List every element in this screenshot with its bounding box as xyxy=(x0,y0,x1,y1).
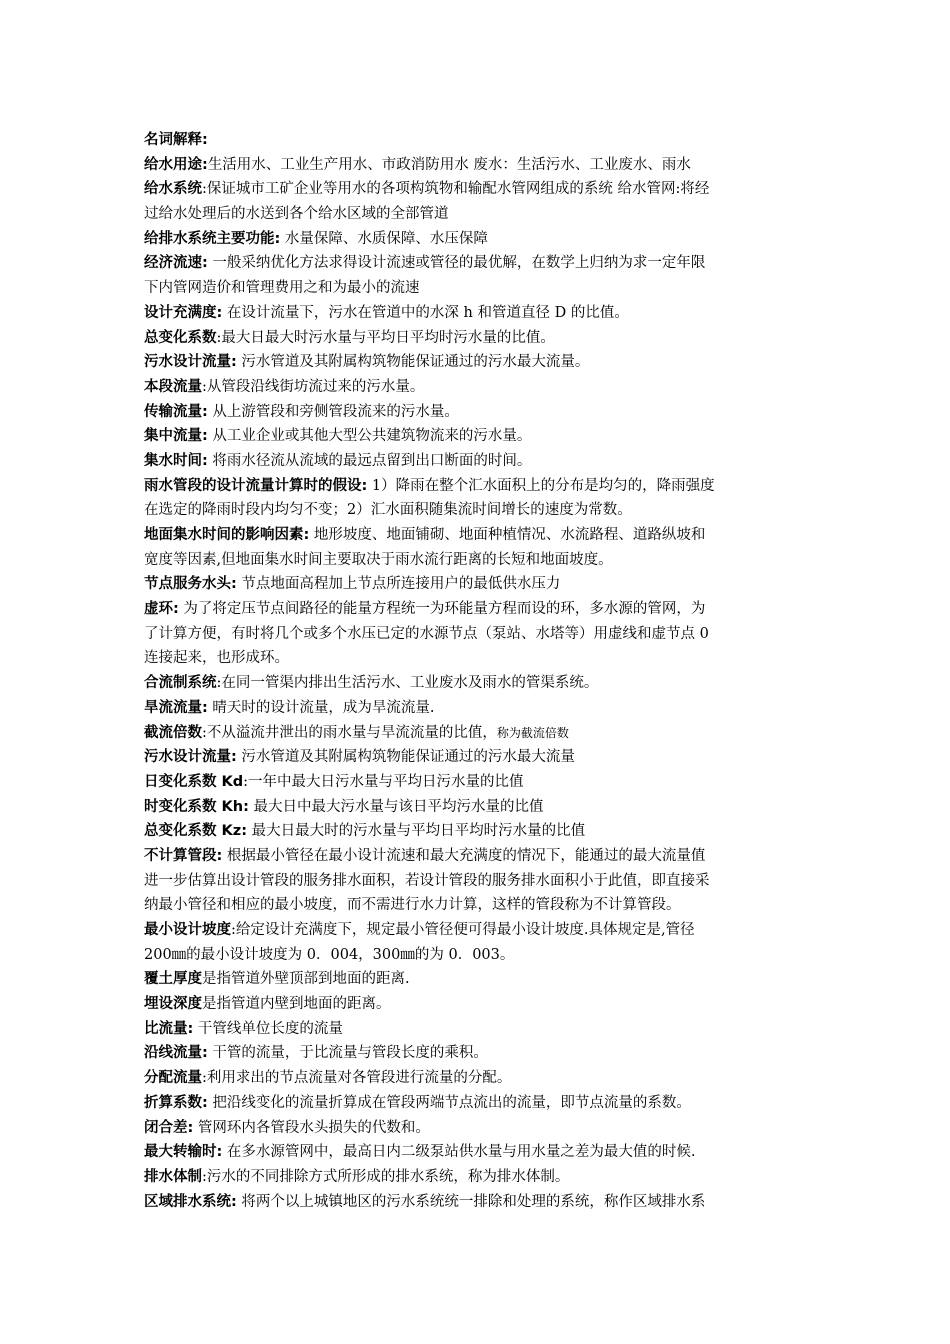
definition-text: 从工业企业或其他大型公共建筑物流来的污水量。 xyxy=(207,428,532,445)
text-line xyxy=(144,498,814,523)
definition-text: 为了将定压节点间路径的能量方程统一为环能量方程而设的环，多水源的管网，为 xyxy=(178,601,706,618)
term-label: 传输流量: xyxy=(144,403,208,420)
text-line xyxy=(144,301,814,326)
term-label: 沿线流量: xyxy=(144,1045,208,1062)
definition-text: 200㎜的最小设计坡度为 0．004，300㎜的为 0．003。 xyxy=(144,946,515,963)
definition-text: 在多水源管网中，最高日内二级泵站供水量与用水量之差为最大值的时候. xyxy=(222,1144,696,1161)
definition-text: 宽度等因素,但地面集水时间主要取决于雨水流行距离的长短和地面坡度。 xyxy=(144,551,613,568)
term-label: 闭合差: xyxy=(144,1119,194,1136)
text-line xyxy=(144,819,814,844)
term-label: 总变化系数 xyxy=(144,329,217,346)
text-line xyxy=(144,1116,814,1141)
text-line xyxy=(144,1017,814,1042)
definition-text: 一般采纳优化方法求得设计流速或管径的最优解，在数学上归纳为求一定年限 xyxy=(207,255,706,272)
text-line xyxy=(144,449,814,474)
definition-text: :利用求出的节点流量对各管段进行流量的分配。 xyxy=(202,1070,512,1087)
term-label: 名词解释: xyxy=(144,132,208,148)
definition-text: :一年中最大日污水量与平均日污水量的比值 xyxy=(243,773,524,790)
text-line xyxy=(144,1041,814,1066)
text-line xyxy=(144,943,814,968)
definition-text: 是指管道外壁顶部到地面的距离. xyxy=(202,971,410,988)
definition-text: 进一步估算出设计管段的服务排水面积，若设计管段的服务排水面积小于此值，即直接采 xyxy=(144,872,710,889)
definition-text: 生活用水、工业生产用水、市政消防用水 废水：生活污水、工业废水、雨水 xyxy=(207,156,691,173)
term-label: 区域排水系统: xyxy=(144,1193,237,1210)
text-line xyxy=(144,326,814,351)
text-line xyxy=(144,893,814,918)
definition-text: 管网环内各管段水头损失的代数和。 xyxy=(193,1119,430,1136)
definition-text: :最大日最大时污水量与平均日平均时污水量的比值。 xyxy=(216,329,555,346)
text-line xyxy=(144,869,814,894)
text-line xyxy=(144,548,814,573)
term-label: 最小设计坡度 xyxy=(144,922,231,938)
text-line xyxy=(144,721,814,746)
definition-text: 在选定的降雨时段内均匀不变；2）汇水面积随集流时间增长的速度为常数。 xyxy=(144,502,632,519)
text-line xyxy=(144,671,814,696)
definition-text: 将雨水径流从流域的最远点留到出口断面的时间。 xyxy=(207,452,532,469)
term-label: 不计算管段: xyxy=(144,847,223,864)
definition-text: :不从溢流井泄出的雨水量与旱流流量的比值， xyxy=(202,724,497,741)
term-label: 排水体制 xyxy=(144,1168,202,1185)
text-line xyxy=(144,523,814,548)
text-line xyxy=(144,572,814,597)
text-line xyxy=(144,350,814,375)
definition-text: 了计算方便，有时将几个或多个水压已定的水源节点（泵站、水塔等）用虚线和虚节点 0 xyxy=(144,625,709,642)
term-label: 给排水系统主要功能: xyxy=(144,230,281,247)
term-label: 污水设计流量: xyxy=(144,354,237,371)
text-line xyxy=(144,177,814,202)
text-line xyxy=(144,1140,814,1165)
definition-text: :污水的不同排除方式所形成的排水系统，称为排水体制。 xyxy=(202,1168,570,1185)
term-label: 截流倍数 xyxy=(144,724,202,741)
definition-text: 连接起来，也形成环。 xyxy=(144,650,289,667)
definition-text: 干管线单位长度的流量 xyxy=(193,1020,343,1037)
definition-text: 1）降雨在整个汇水面积上的分布是均匀的，降雨强度 xyxy=(367,477,715,494)
text-line xyxy=(144,992,814,1017)
definition-text: :在同一管渠内排出生活污水、工业废水及雨水的管渠系统。 xyxy=(216,675,599,692)
text-line xyxy=(144,202,814,227)
text-line xyxy=(144,795,814,820)
term-label: 日变化系数 Kd xyxy=(144,773,244,790)
term-label: 给水用途: xyxy=(144,156,208,173)
term-label: 集水时间: xyxy=(144,452,208,469)
text-line xyxy=(144,1190,814,1215)
definition-text: :从管段沿线街坊流过来的污水量。 xyxy=(202,378,425,395)
definition-text: 干管的流量，于比流量与管段长度的乘积。 xyxy=(207,1045,488,1062)
text-line xyxy=(144,1066,814,1091)
term-label: 折算系数: xyxy=(144,1094,208,1111)
text-line xyxy=(144,153,814,178)
term-label: 雨水管段的设计流量计算时的假设: xyxy=(144,477,368,494)
term-label: 最大转输时: xyxy=(144,1144,223,1161)
term-label: 虚环: xyxy=(144,601,179,618)
term-label: 埋设深度 xyxy=(144,996,202,1013)
text-line xyxy=(144,844,814,869)
definition-text: 是指管道内壁到地面的距离。 xyxy=(202,996,391,1013)
text-line xyxy=(144,696,814,721)
text-line xyxy=(144,967,814,992)
term-label: 集中流量: xyxy=(144,428,208,445)
text-line xyxy=(144,597,814,622)
text-line xyxy=(144,424,814,449)
small-note: 称为截流倍数 xyxy=(496,725,569,740)
text-line xyxy=(144,646,814,671)
definition-text: 晴天时的设计流量，成为旱流流量. xyxy=(207,699,435,716)
definition-text: 下内管网造价和管理费用之和为最小的流速 xyxy=(144,280,420,297)
text-line xyxy=(144,1165,814,1190)
definition-text: 根据最小管径在最小设计流速和最大充满度的情况下，能通过的最大流量值 xyxy=(222,847,706,864)
definition-text: 在设计流量下，污水在管道中的水深 h 和管道直径 D 的比值。 xyxy=(222,304,629,321)
text-line xyxy=(144,474,814,499)
text-line xyxy=(144,622,814,647)
term-label: 分配流量 xyxy=(144,1070,202,1087)
term-label: 本段流量 xyxy=(144,378,202,395)
term-label: 时变化系数 Kh: xyxy=(144,798,249,815)
term-label: 地面集水时间的影响因素: xyxy=(144,527,310,543)
text-line xyxy=(144,770,814,795)
text-line xyxy=(144,375,814,400)
definition-text: 污水管道及其附属构筑物能保证通过的污水最大流量。 xyxy=(236,354,590,371)
definition-text: 从上游管段和旁侧管段流来的污水量。 xyxy=(207,403,459,420)
definition-text: 水量保障、水质保障、水压保障 xyxy=(280,230,488,247)
definition-text: 最大日中最大污水量与该日平均污水量的比值 xyxy=(248,798,544,815)
text-line xyxy=(144,918,814,943)
term-label: 旱流流量: xyxy=(144,699,208,716)
term-label: 比流量: xyxy=(144,1020,194,1037)
definition-text: 地形坡度、地面铺砌、地面种植情况、水流路程、道路纵坡和 xyxy=(309,527,706,543)
definition-text: :保证城市工矿企业等用水的各项构筑物和输配水管网组成的系统 给水管网:将经 xyxy=(202,181,710,198)
definition-text: 过给水处理后的水送到各个给水区域的全部管道 xyxy=(144,206,449,223)
definition-text: 污水管道及其附属构筑物能保证通过的污水最大流量 xyxy=(236,749,575,766)
term-label: 污水设计流量: xyxy=(144,749,237,766)
term-label: 设计充满度: xyxy=(144,304,223,321)
term-label: 合流制系统 xyxy=(144,675,217,692)
text-line xyxy=(144,227,814,252)
text-line xyxy=(144,745,814,770)
term-label: 覆土厚度 xyxy=(144,971,202,988)
definition-text: 节点地面高程加上节点所连接用户的最低供水压力 xyxy=(236,576,561,593)
definition-text: 把沿线变化的流量折算成在管段两端节点流出的流量，即节点流量的系数。 xyxy=(207,1094,691,1111)
term-label: 经济流速: xyxy=(144,255,208,272)
text-line xyxy=(144,128,814,153)
text-line xyxy=(144,1091,814,1116)
term-label: 总变化系数 Kz: xyxy=(144,823,248,840)
definition-text: :给定设计充满度下，规定最小管径便可得最小设计坡度.具体规定是,管径 xyxy=(231,922,695,938)
text-line xyxy=(144,400,814,425)
text-line xyxy=(144,251,814,276)
term-label: 节点服务水头: xyxy=(144,576,237,593)
text-line xyxy=(144,276,814,301)
definition-text: 最大日最大时的污水量与平均日平均时污水量的比值 xyxy=(247,823,586,840)
term-label: 给水系统 xyxy=(144,181,202,198)
definition-text: 纳最小管径和相应的最小坡度，而不需进行水力计算，这样的管段称为不计算管段。 xyxy=(144,897,681,914)
definition-text: 将两个以上城镇地区的污水系统统一排除和处理的系统，称作区域排水系 xyxy=(236,1193,706,1210)
document-page xyxy=(144,128,814,1214)
